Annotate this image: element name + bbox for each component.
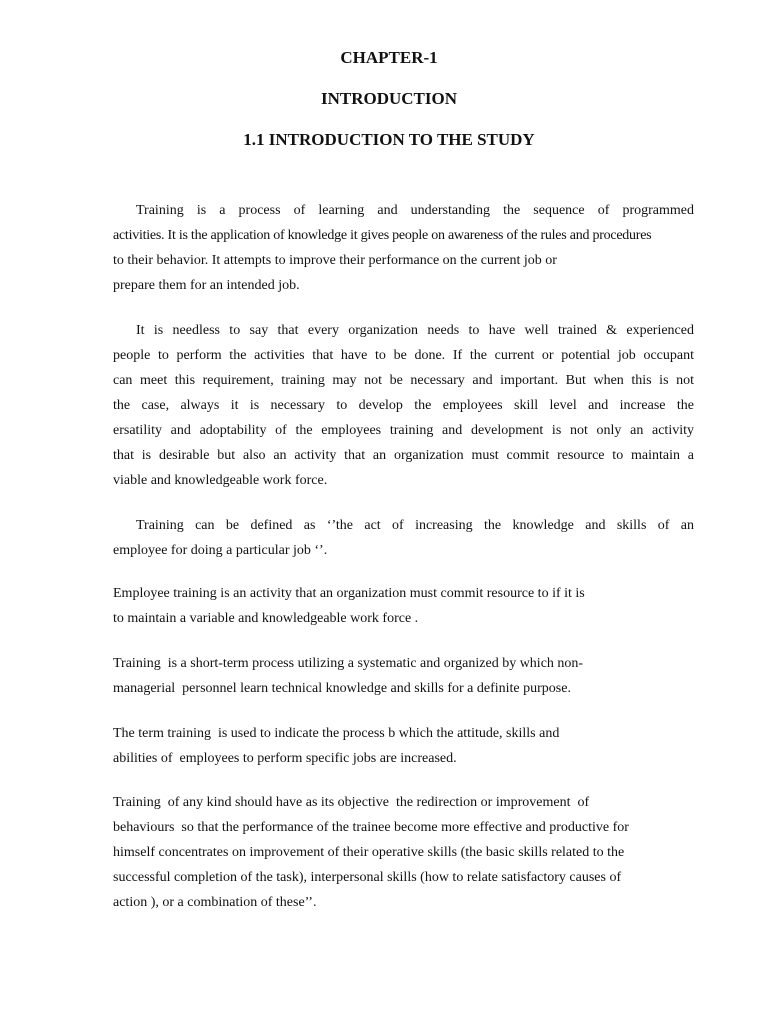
title-heading: INTRODUCTION [320, 89, 458, 108]
paragraph-5 [113, 651, 694, 701]
paragraph-line: ersatility and adoptability of the employees training and development is not only an activity [113, 423, 694, 438]
paragraph-6 [113, 721, 694, 771]
paragraph-line: employee for doing a particular job ‘’. [113, 543, 328, 558]
paragraph-line: viable and knowledgeable work force. [113, 473, 328, 488]
paragraph-1 [113, 198, 694, 298]
paragraph-line: can meet this requirement, training may not be necessary and important. But when this is not [113, 373, 694, 388]
paragraph-line: Training can be defined as ‘’the act of increasing the knowledge and skills of an [136, 518, 694, 533]
paragraph-line: to their behavior. It attempts to improve their performance on the current job or [113, 253, 557, 268]
paragraph-7 [113, 790, 694, 915]
paragraph-line: The term training is used to indicate the process b which the attitude, skills and [113, 726, 560, 741]
paragraph-3 [113, 513, 694, 563]
paragraph-line: action ), or a combination of these’’. [113, 895, 317, 910]
paragraph-line: that is desirable but also an activity that an organization must commit resource to maintain a [113, 448, 694, 463]
paragraph-2 [113, 318, 694, 493]
paragraph-line: activities. It is the application of knowledge it gives people on awareness of the rules and procedures [113, 228, 652, 243]
paragraph-line: Employee training is an activity that an organization must commit resource to if it is [113, 586, 585, 601]
paragraph-line: prepare them for an intended job. [113, 278, 300, 293]
paragraph-4 [113, 581, 694, 631]
paragraph-line: managerial personnel learn technical knowledge and skills for a definite purpose. [113, 681, 571, 696]
paragraph-line: himself concentrates on improvement of their operative skills (the basic skills related to the [113, 845, 625, 860]
paragraph-line: Training is a process of learning and understanding the sequence of programmed [136, 203, 694, 218]
paragraph-line: to maintain a variable and knowledgeable work force . [113, 611, 419, 626]
paragraph-line: successful completion of the task), interpersonal skills (how to relate satisfactory causes of [113, 870, 622, 885]
paragraph-line: It is needless to say that every organization needs to have well trained & experienced [136, 323, 694, 338]
chapter-heading: CHAPTER-1 [340, 48, 438, 67]
paragraph-line: people to perform the activities that have to be done. If the current or potential job occupant [113, 348, 694, 363]
section-heading: 1.1 INTRODUCTION TO THE STUDY [243, 130, 535, 149]
paragraph-line: Training is a short-term process utilizing a systematic and organized by which non- [113, 656, 584, 671]
paragraph-line: Training of any kind should have as its objective the redirection or improvement of [113, 795, 590, 810]
paragraph-line: behaviours so that the performance of the trainee become more effective and productive for [113, 820, 629, 835]
paragraph-line: abilities of employees to perform specific jobs are increased. [113, 751, 457, 766]
paragraph-line: the case, always it is necessary to develop the employees skill level and increase the [113, 398, 694, 413]
